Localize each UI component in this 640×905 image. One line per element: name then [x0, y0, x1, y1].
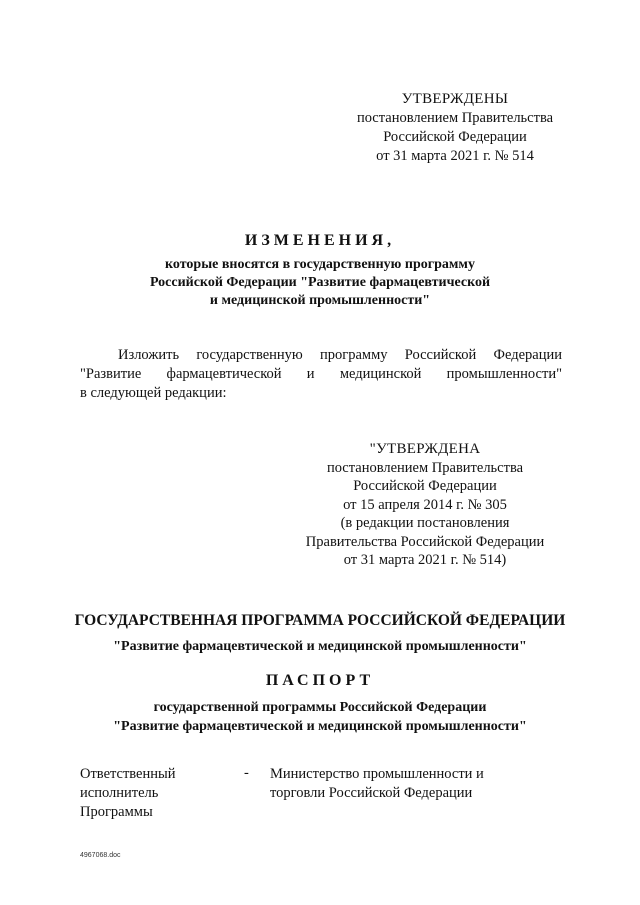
approval-line: постановлением Правительства: [356, 110, 554, 126]
changes-subtitle-line: и медицинской промышленности": [209, 293, 431, 308]
approval-line: Российской Федерации: [383, 129, 527, 145]
program-approval-heading: "УТВЕРЖДЕНА: [369, 441, 481, 457]
program-approval-line: (в редакции постановления: [340, 515, 510, 531]
program-subtitle: "Развитие фармацевтической и медицинской промышленности": [113, 639, 527, 654]
program-approval-line: от 15 апреля 2014 г. № 305: [343, 496, 507, 513]
value-line: Министерство промышленности и: [270, 766, 484, 782]
changes-subtitle: [80, 256, 560, 310]
program-approval-line: Правительства Российской Федерации: [305, 533, 545, 550]
program-approval: [290, 440, 560, 570]
changes-title: ИЗМЕНЕНИЯ,: [244, 232, 396, 249]
value-line: торговли Российской Федерации: [270, 785, 473, 801]
passport-row-dash: -: [244, 765, 249, 781]
program-title: ГОСУДАРСТВЕННАЯ ПРОГРАММА РОССИЙСКОЙ ФЕДЕРАЦИИ: [74, 612, 566, 629]
program-approval-line: Российской Федерации: [353, 478, 497, 494]
intro-line: "Развитие фармацевтической и медицинской промышленности": [80, 366, 562, 382]
intro-line: в следующей редакции:: [80, 385, 227, 401]
label-line: Программы: [80, 804, 153, 820]
program-approval-line: от 31 марта 2021 г. № 514): [343, 552, 507, 568]
label-line: Ответственный: [80, 766, 176, 782]
changes-subtitle-line: которые вносятся в государственную программу: [165, 257, 475, 272]
intro-paragraph: [80, 346, 562, 403]
passport-subtitle-line: "Развитие фармацевтической и медицинской промышленности": [113, 719, 527, 734]
passport-subtitle-line: государственной программы Российской Федерации: [153, 700, 487, 715]
passport-subtitle: [0, 698, 640, 736]
intro-line: Изложить государственную программу Российской Федерации: [118, 347, 562, 363]
approval-heading: УТВЕРЖДЕНЫ: [401, 91, 509, 107]
passport-row-label: [80, 765, 220, 822]
passport-row-value: [270, 765, 570, 803]
program-approval-line: постановлением Правительства: [326, 459, 524, 476]
label-line: исполнитель: [80, 785, 159, 801]
document-code: 4967068.doc: [80, 852, 121, 859]
changes-subtitle-line: Российской Федерации "Развитие фармацевтической: [149, 275, 491, 290]
passport-title: ПАСПОРТ: [265, 672, 375, 689]
approval-header: [340, 90, 570, 166]
approval-line: от 31 марта 2021 г. № 514: [376, 148, 534, 164]
